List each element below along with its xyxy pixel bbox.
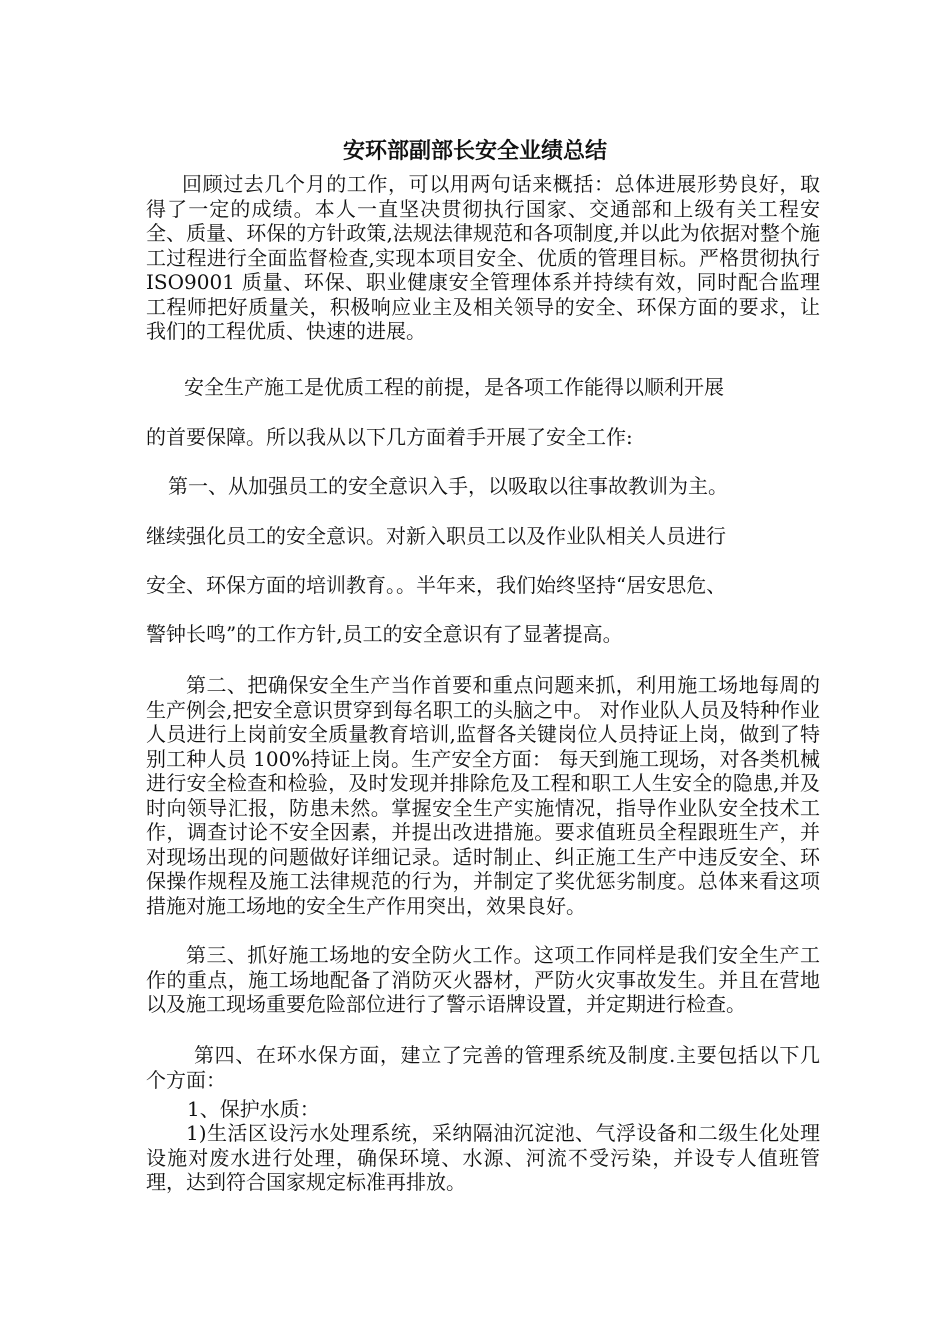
paragraph-first-line-1: 第一、从加强员工的安全意识入手，以吸取以往事故教训为主。 bbox=[168, 474, 728, 498]
paragraph-safety-line-1: 安全生产施工是优质工程的前提，是各项工作能得以顺利开展 bbox=[184, 375, 724, 399]
document-title: 安环部副部长安全业绩总结 bbox=[342, 138, 607, 164]
paragraph-safety-line-2: 的首要保障。所以我从以下几方面着手开展了安全工作: bbox=[146, 425, 633, 449]
paragraph-sewage: 1)生活区设污水处理系统，采纳隔油沉淀池、气浮设备和二级生化处理设施对废水进行处理，确保环境、水源、河流不受污染，并设专人值班管理，达到符合国家规定标准再排放。 bbox=[146, 1121, 820, 1194]
paragraph-first-line-3: 安全、环保方面的培训教育。。半年来，我们始终坚持“居安思危、 bbox=[146, 573, 727, 597]
paragraph-fourth: 第四、在环水保方面，建立了完善的管理系统及制度.主要包括以下几个方面： bbox=[146, 1043, 820, 1092]
paragraph-second: 第二、把确保安全生产当作首要和重点问题来抓，利用施工场地每周的生产例会,把安全意识贯穿到每名职工的头脑之中。 对作业队人员及特种作业人员进行上岗前安全质量教育培训,监督各关键岗位人员持证上岗，做到了特别工种人员 100%持证上岗。生产安全方面： 每天到施工现场，对各类机械进行安全检查和检验，及时发现并排除危及工程和职工人生安全的隐患,并及时向领导汇报，防患未然。掌握安全生产实施情况，指导作业队安全技术工作，调查讨论不安全因素，并提出改进措施。要求值班员全程跟班生产，并对现场出现的问题做好详细记录。适时制止、纠正施工生产中违反安全、环保操作规程及施工法律规范的行为，并制定了奖优惩劣制度。总体来看这项措施对施工场地的安全生产作用突出，效果良好。 bbox=[146, 673, 820, 918]
paragraph-intro: 回顾过去几个月的工作，可以用两句话来概括：总体进展形势良好，取得了一定的成绩。本人一直坚决贯彻执行国家、交通部和上级有关工程安全、质量、环保的方针政策,法规法律规范和各项制度,并以此为依据对整个施工过程进行全面监督检查,实现本项目安全、优质的管理目标。严格贯彻执行 ISO9001 质量、环保、职业健康安全管理体系并持续有效，同时配合监理工程师把好质量关，积极响应业主及相关领导的安全、环保方面的要求，让我们的工程优质、快速的进展。 bbox=[146, 172, 820, 343]
paragraph-first-line-4: 警钟长鸣”的工作方针,员工的安全意识有了显著提高。 bbox=[146, 622, 623, 646]
list-item-water-quality: 1、保护水质： bbox=[187, 1097, 320, 1121]
paragraph-first-line-2: 继续强化员工的安全意识。对新入职员工以及作业队相关人员进行 bbox=[146, 524, 726, 548]
paragraph-third: 第三、抓好施工场地的安全防火工作。这项工作同样是我们安全生产工作的重点，施工场地配备了消防灭火器材，严防火灾事故发生。并且在营地以及施工现场重要危险部位进行了警示语牌设置，并定期进行检查。 bbox=[146, 943, 820, 1016]
